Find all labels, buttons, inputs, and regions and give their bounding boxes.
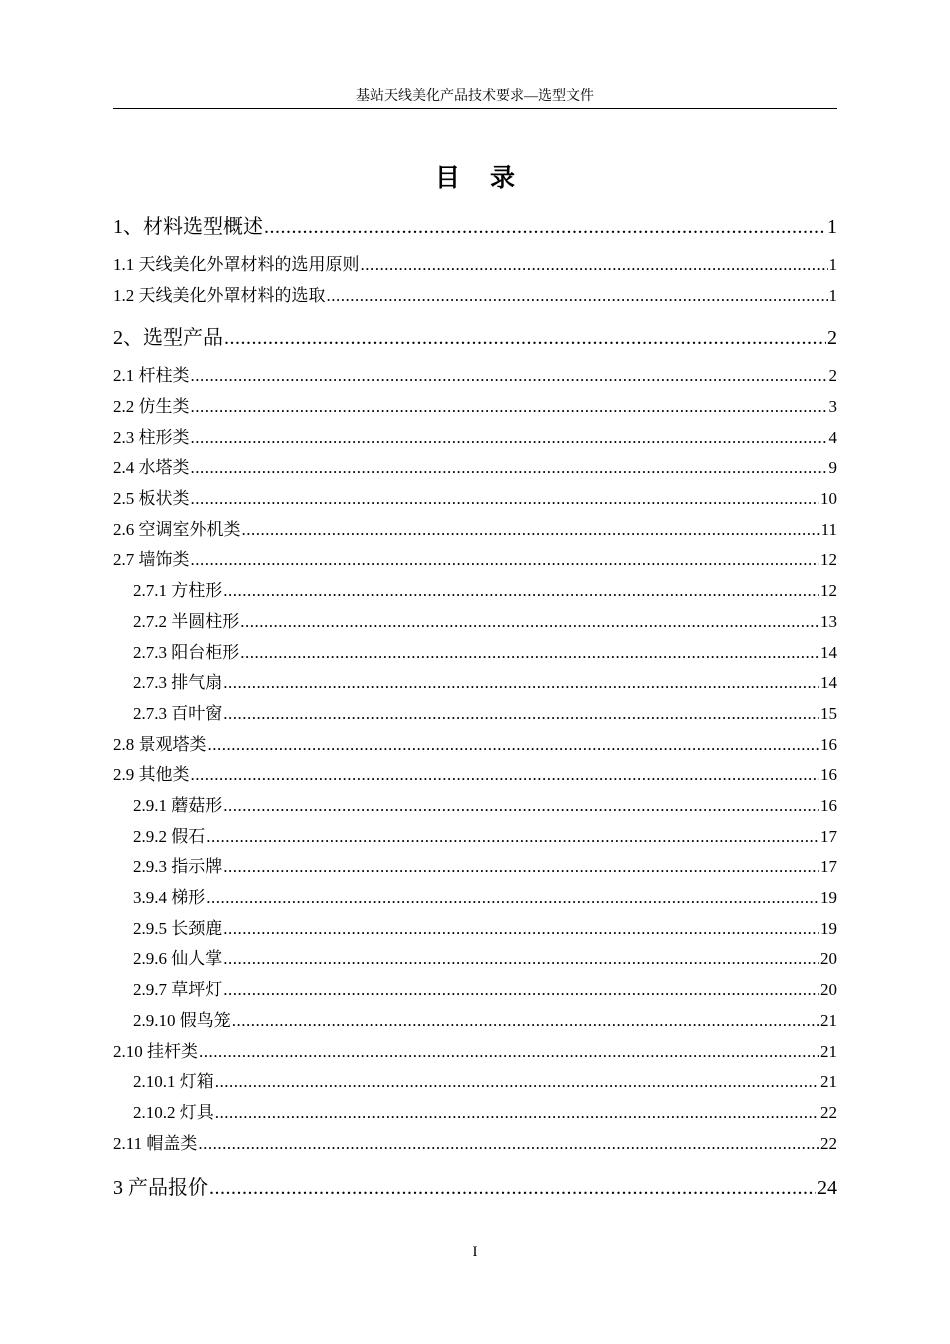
toc-entry[interactable] [113,730,837,754]
toc-dot-leader [327,286,828,306]
toc-entry[interactable] [113,250,837,274]
toc-entry-label: 2.9 其他类 [113,765,190,784]
toc-dot-leader [264,216,826,239]
toc-entry-label: 2.6 空调室外机类 [113,520,241,539]
toc-entry-label: 2、选型产品 [113,327,223,349]
toc-entry[interactable] [113,545,837,569]
toc-entry-page: 22 [820,1103,837,1122]
toc-entry-page: 17 [820,827,837,846]
toc-dot-leader [191,397,828,417]
toc-entry[interactable] [113,1098,837,1122]
toc-entry-label: 2.10.2 灯具 [133,1103,214,1122]
toc-dot-leader [240,612,819,632]
toc-dot-leader [224,327,826,350]
toc-entry-label: 3 产品报价 [113,1177,208,1199]
toc-entry-label: 2.9.3 指示牌 [133,857,223,876]
toc-dot-leader [361,255,828,275]
toc-dot-leader [206,827,819,847]
toc-entry[interactable] [113,791,837,815]
toc-entry-label: 2.4 水塔类 [113,458,190,477]
toc-entry-page: 15 [820,704,837,723]
toc-dot-leader [223,919,819,939]
toc-dot-leader [208,735,820,755]
toc-entry[interactable] [113,361,837,385]
toc-entry-label: 2.7.3 排气扇 [133,673,223,692]
toc-dot-leader [191,489,820,509]
toc-entry[interactable] [113,1171,837,1199]
toc-entry[interactable] [113,1067,837,1091]
toc-title: 目录 [434,163,545,192]
toc-dot-leader [223,796,819,816]
toc-entry[interactable] [113,944,837,968]
toc-dot-leader [191,765,820,785]
toc-dot-leader [191,366,828,386]
toc-entry-label: 2.10 挂杆类 [113,1042,198,1061]
toc-entry-page: 20 [820,980,837,999]
toc-entry[interactable] [113,822,837,846]
toc-entry[interactable] [113,638,837,662]
toc-entry-label: 2.7.1 方柱形 [133,581,223,600]
toc-entry-label: 2.8 景观塔类 [113,735,207,754]
toc-dot-leader [240,643,819,663]
toc-entry-page: 9 [828,458,837,477]
toc-dot-leader [223,949,819,969]
toc-entry-label: 2.9.5 长颈鹿 [133,919,223,938]
toc-entry[interactable] [113,668,837,692]
toc-entry-page: 1 [828,255,837,274]
toc-entry[interactable] [113,760,837,784]
toc-dot-leader [223,980,819,1000]
toc-entry[interactable] [113,1129,837,1153]
toc-entry[interactable] [113,392,837,416]
toc-entry-label: 2.11 帽盖类 [113,1134,198,1153]
toc-dot-leader [223,673,819,693]
toc-entry-page: 14 [820,673,837,692]
toc-entry-page: 19 [820,888,837,907]
toc-entry-label: 2.3 柱形类 [113,428,190,447]
toc-dot-leader [191,458,828,478]
toc-dot-leader [209,1177,816,1200]
toc-entry[interactable] [113,1006,837,1030]
toc-entry-label: 3.9.4 梯形 [133,888,206,907]
toc-dot-leader [206,888,819,908]
toc-dot-leader [232,1011,819,1031]
toc-entry[interactable] [113,607,837,631]
toc-entry-label: 2.1 杆柱类 [113,366,190,385]
toc-entry-page: 11 [820,520,837,539]
toc-entry-label: 2.9.1 蘑菇形 [133,796,223,815]
page-header: 基站天线美化产品技术要求—选型文件 [113,88,837,109]
toc-dot-leader [215,1072,819,1092]
toc-entry-label: 2.7.2 半圆柱形 [133,612,240,631]
toc-entry[interactable] [113,914,837,938]
toc-entry-page: 19 [820,919,837,938]
toc-entry-label: 1、材料选型概述 [113,216,263,238]
toc-entry-page: 22 [820,1134,837,1153]
toc-dot-leader [223,581,819,601]
toc-entry-page: 16 [820,796,837,815]
page-number: I [472,1244,478,1260]
toc-dot-leader [215,1103,819,1123]
toc-dot-leader [198,1134,819,1154]
toc-entry-page: 2 [828,366,837,385]
toc-entry-label: 2.9.6 仙人掌 [133,949,223,968]
toc-dot-leader [191,550,820,570]
toc-entry[interactable] [113,576,837,600]
toc-entry-page: 4 [828,428,837,447]
toc-entry[interactable] [113,699,837,723]
toc-entry-label: 1.1 天线美化外罩材料的选用原则 [113,255,360,274]
toc-entry[interactable] [113,975,837,999]
toc-entry[interactable] [113,883,837,907]
toc-entry-page: 16 [820,735,837,754]
toc-entry-label: 2.5 板状类 [113,489,190,508]
toc-entry-page: 12 [820,550,837,569]
toc-entry[interactable] [113,281,837,305]
toc-entry-page: 1 [828,286,837,305]
toc-entry-label: 2.7.3 百叶窗 [133,704,223,723]
toc-entry-page: 10 [820,489,837,508]
toc-entry-page: 20 [820,949,837,968]
toc-entry-label: 2.7.3 阳台柜形 [133,643,240,662]
toc-entry[interactable] [113,321,837,349]
toc-entry-page: 21 [820,1072,837,1091]
toc-entry[interactable] [113,852,837,876]
toc-entry-page: 24 [817,1177,837,1199]
toc-entry-page: 16 [820,765,837,784]
toc-entry-label: 2.9.7 草坪灯 [133,980,223,999]
toc-dot-leader [191,428,828,448]
toc-dot-leader [223,857,819,877]
toc-entry[interactable] [113,484,837,508]
toc-entry-label: 2.10.1 灯箱 [133,1072,214,1091]
toc-entry-label: 1.2 天线美化外罩材料的选取 [113,286,326,305]
toc-entry[interactable] [113,1037,837,1061]
toc-entry-page: 3 [828,397,837,416]
toc-entry-page: 12 [820,581,837,600]
toc-entry-label: 2.7 墙饰类 [113,550,190,569]
toc-entry[interactable] [113,515,837,539]
toc-entry-page: 13 [820,612,837,631]
toc-dot-leader [242,520,820,540]
toc-entry[interactable] [113,210,837,238]
toc-entry[interactable] [113,423,837,447]
toc-entry-page: 21 [820,1011,837,1030]
toc-entry-page: 14 [820,643,837,662]
toc-dot-leader [199,1042,819,1062]
toc-entry-page: 21 [820,1042,837,1061]
toc-entry-label: 2.9.2 假石 [133,827,206,846]
toc-entry-page: 17 [820,857,837,876]
toc-entry-label: 2.2 仿生类 [113,397,190,416]
toc-entry[interactable] [113,453,837,477]
toc-dot-leader [223,704,819,724]
toc-entry-page: 2 [827,327,837,349]
toc-entry-page: 1 [827,216,837,238]
toc-entry-label: 2.9.10 假鸟笼 [133,1011,231,1030]
